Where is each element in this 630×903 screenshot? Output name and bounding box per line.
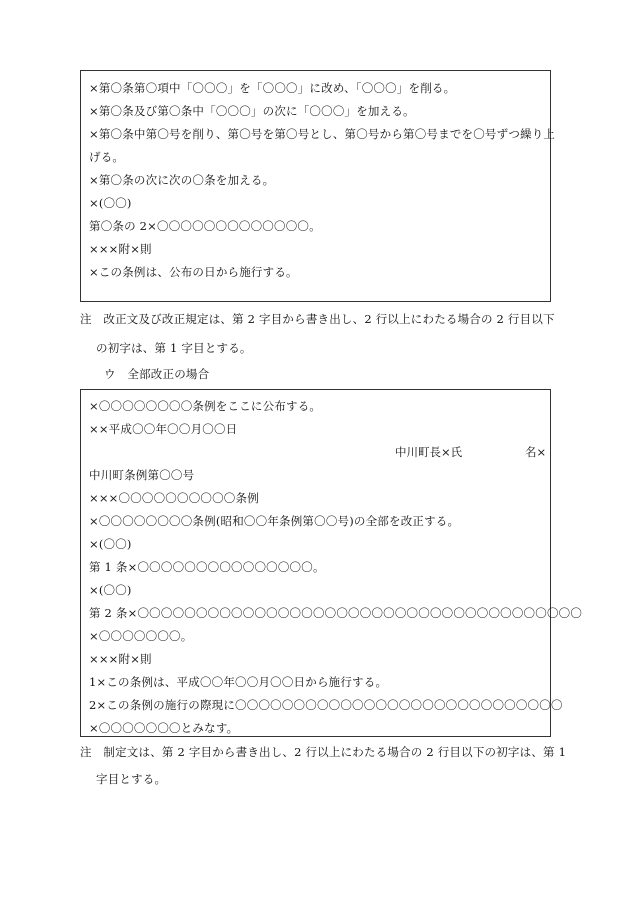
ordinance-title: ×××〇〇〇〇〇〇〇〇〇〇条例	[89, 491, 259, 505]
ordinance-number: 中川町条例第〇〇号	[89, 468, 195, 482]
mayor-title-name: 中川町長×氏	[395, 445, 463, 459]
amendment-line-9: ×この条例は、公布の日から施行する。	[89, 265, 298, 279]
promulgation-line: ×〇〇〇〇〇〇〇〇条例をここに公布する。	[89, 399, 322, 413]
article-1-caption: ×(〇〇)	[89, 537, 132, 551]
article-2-caption: ×(〇〇)	[89, 583, 132, 597]
note-2-line-1: 注 制定文は、第 2 字目から書き出し、2 行以上にわたる場合の 2 行目以下の初字は、第 1	[80, 745, 567, 759]
article-2-text-cont: ×〇〇〇〇〇〇〇。	[89, 629, 193, 643]
article-2-text: 第 2 条×〇〇〇〇〇〇〇〇〇〇〇〇〇〇〇〇〇〇〇〇〇〇〇〇〇〇〇〇〇〇〇〇〇〇〇〇〇〇	[89, 606, 583, 620]
article-1-text: 第 1 条×〇〇〇〇〇〇〇〇〇〇〇〇〇〇〇。	[89, 560, 325, 574]
supplementary-item-1: 1×この条例は、平成〇〇年〇〇月〇〇日から施行する。	[89, 675, 388, 689]
amendment-line-1: ×第〇条第〇項中「〇〇〇」を「〇〇〇」に改め、「〇〇〇」を削る。	[89, 81, 456, 95]
amendment-line-8: ×××附×則	[89, 242, 152, 256]
supplementary-item-2-cont: ×〇〇〇〇〇〇〇とみなす。	[89, 721, 239, 735]
note-2-line-2: 字目とする。	[96, 772, 167, 786]
amendment-line-2: ×第〇条及び第〇条中「〇〇〇」の次に「〇〇〇」を加える。	[89, 104, 415, 118]
amendment-example-box	[80, 70, 556, 302]
amendment-line-7: 第〇条の 2×〇〇〇〇〇〇〇〇〇〇〇〇〇。	[89, 219, 321, 233]
note-1-line-2: の初字は、第 1 字目とする。	[96, 341, 252, 355]
amendment-line-6: ×(〇〇)	[89, 196, 132, 210]
full-revision-example-box	[80, 389, 583, 737]
promulgation-date: ××平成〇〇年〇〇月〇〇日	[89, 422, 238, 436]
note-1-line-1: 注 改正文及び改正規定は、第 2 字目から書き出し、2 行以上にわたる場合の 2 行目以下	[80, 312, 555, 326]
enactment-statement: ×〇〇〇〇〇〇〇〇条例(昭和〇〇年条例第〇〇号)の全部を改正する。	[89, 514, 460, 528]
supplementary-item-2: 2×この条例の施行の際現に〇〇〇〇〇〇〇〇〇〇〇〇〇〇〇〇〇〇〇〇〇〇〇〇〇〇〇〇	[89, 698, 563, 712]
amendment-line-5: ×第〇条の次に次の〇条を加える。	[89, 173, 275, 187]
amendment-line-3: ×第〇条中第〇号を削り、第〇号を第〇号とし、第〇号から第〇号までを〇号ずつ繰り上	[89, 127, 556, 141]
mayor-name-suffix: 名×	[525, 445, 547, 459]
section-heading-full-revision: ウ 全部改正の場合	[104, 367, 210, 381]
supplementary-provisions-heading: ×××附×則	[89, 652, 152, 666]
amendment-line-4: げる。	[89, 150, 125, 164]
